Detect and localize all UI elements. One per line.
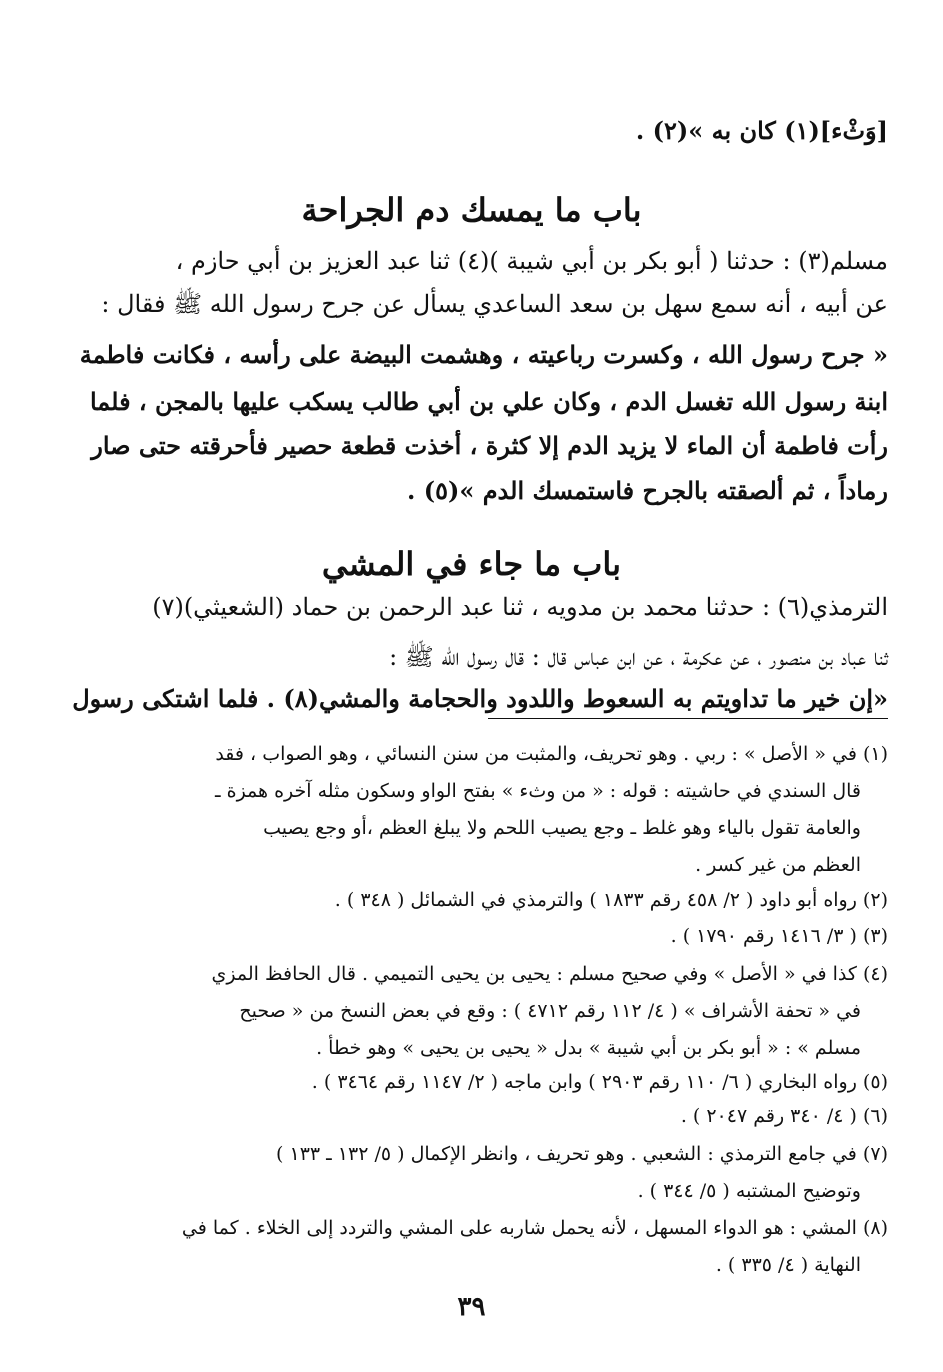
hadith-line-3: « جرح رسول الله ، وكسرت رباعيته ، وهشمت البيضة على رأسه ، فكانت فاطمة (79, 340, 888, 369)
footnote-1-line-3: والعامة تقول بالياء وهو غلط ـ وجع يصيب اللحم ولا يبلغ العظم ،أو وجع يصيب (263, 817, 861, 839)
hadith-line-4: ابنة رسول الله تغسل الدم ، وكان علي بن أبي طالب يسكب عليها بالمجن ، فلما (89, 387, 888, 416)
section-heading-walking: باب ما جاء في المشي (321, 545, 622, 583)
footnote-1-line-2: قال السندي في حاشيته : قوله : « من وثء » بفتح الواو وسكون مثله آخره همزة ـ (215, 780, 861, 802)
footnote-5: (٥) رواه البخاري ( ٦/ ١١٠ رقم ٢٩٠٣ ) وابن ماجه ( ٢/ ١١٤٧ رقم ٣٤٦٤ ) . (311, 1071, 888, 1093)
hadith2-line-1: الترمذي(٦) : حدثنا محمد بن مدويه ، ثنا عبد الرحمن بن حماد (الشعيثي)(٧) (152, 593, 888, 621)
section-heading-bleeding: باب ما يمسك دم الجراحة (301, 191, 642, 229)
hadith-line-2: عن أبيه ، أنه سمع سهل بن سعد الساعدي يسأل عن جرح رسول الله ﷺ فقال : (101, 290, 888, 318)
footnote-8-line-2: النهاية ( ٤/ ٣٣٥ ) . (715, 1254, 861, 1276)
footnote-4-line-1: (٤) كذا في « الأصل » وفي صحيح مسلم : يحيى بن يحيى التميمي . قال الحافظ المزي (211, 963, 888, 985)
footnote-1-line-4: العظم من غير كسر . (695, 854, 861, 876)
footnote-separator (488, 718, 888, 719)
hadith2-line-3: «إن خير ما تداويتم به السعوط واللدود والحجامة والمشي(٨) . فلما اشتكى رسول (72, 684, 888, 713)
footnote-4-line-2: في « تحفة الأشراف » ( ٤/ ١١٢ رقم ٤٧١٢ ) : وقع في بعض النسخ من « صحيح (239, 1000, 861, 1022)
footnote-2: (٢) رواه أبو داود ( ٢/ ٤٥٨ رقم ١٨٣٣ ) والترمذي في الشمائل ( ٣٤٨ ) . (334, 889, 888, 911)
hadith-line-1: مسلم(٣) : حدثنا ( أبو بكر بن أبي شيبة )(٤) ثنا عبد العزيز بن أبي حازم ، (175, 247, 888, 275)
footnote-8-line-1: (٨) المشي : هو الدواء المسهل ، لأنه يحمل شاربه على المشي والتردد إلى الخلاء . كما في (181, 1217, 888, 1239)
footnote-7-line-2: وتوضيح المشتبه ( ٥/ ٣٤٤ ) . (637, 1180, 861, 1202)
continuation-line: [وَثْء](١) كان به »(٢) . (635, 116, 888, 145)
footnote-7-line-1: (٧) في جامع الترمذي : الشعبي . وهو تحريف ، وانظر الإكمال ( ٥/ ١٣٢ ـ ١٣٣ ) (276, 1143, 888, 1165)
hadith-line-5: رأت فاطمة أن الماء لا يزيد الدم إلا كثرة ، أخذت قطعة حصير فأحرقته حتى صار (91, 431, 888, 460)
footnote-4-line-3: مسلم » : « أبو بكر بن أبي شيبة » بدل « يحيى بن يحيى » وهو خطأ . (316, 1037, 861, 1059)
hadith-line-6: رماداً ، ثم ألصقته بالجرح فاستمسك الدم »(٥) . (407, 476, 888, 505)
hadith2-line-2: ثنا عباد بن منصور ، عن عكرمة ، عن ابن عباس قال : قال رسول الله ﷺ : (389, 643, 888, 671)
footnote-1-line-1: (١) في « الأصل » : ربي . وهو تحريف، والمثبت من سنن النسائي ، وهو الصواب ، فقد (215, 743, 888, 765)
footnote-3: (٣) ( ٣/ ١٤١٦ رقم ١٧٩٠ ) . (670, 925, 888, 947)
footnote-6: (٦) ( ٤/ ٣٤٠ رقم ٢٠٤٧ ) . (680, 1105, 888, 1127)
page-number: ٣٩ (457, 1292, 486, 1322)
